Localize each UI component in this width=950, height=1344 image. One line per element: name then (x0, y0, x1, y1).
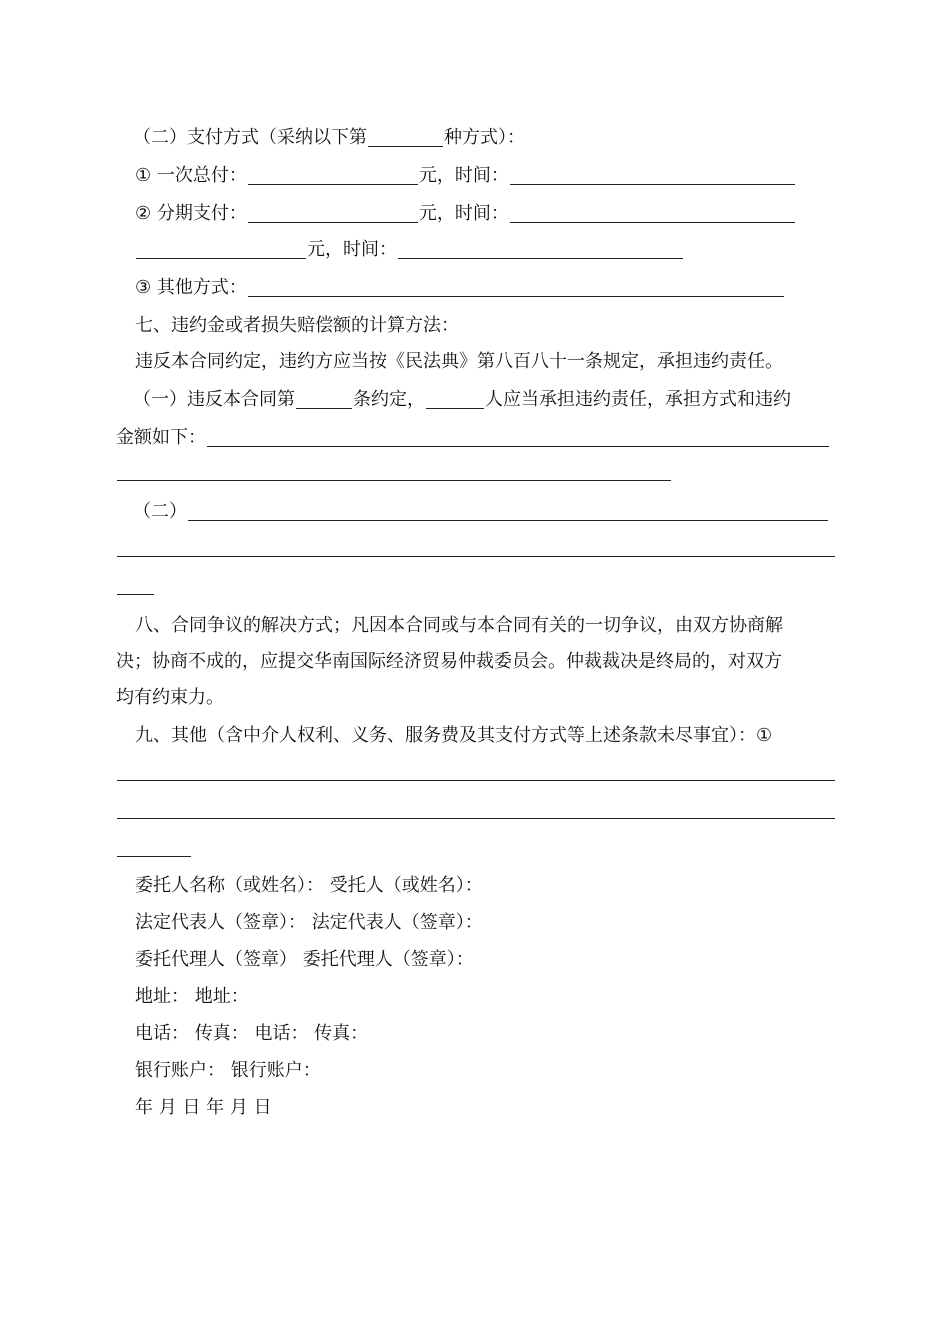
item-1-prefix: （一）违反本合同第 (133, 389, 295, 410)
item-1-liability-text: 人应当承担违约责任，承担方式和违约 (485, 389, 791, 410)
yuan-time-label: 元，时间： (418, 165, 509, 186)
option-1-label: ① 一次总付： (135, 165, 247, 186)
blank-item-2b[interactable] (117, 538, 835, 557)
section-9-text-1: 九、其他（含中介人权利、义务、服务费及其支付方式等上述条款未尽事宜）：① (135, 725, 773, 746)
blank-amount-2[interactable] (248, 204, 418, 223)
payment-option-2-continued (135, 238, 836, 262)
blank-amount-details-2[interactable] (117, 462, 671, 481)
blank-party[interactable] (426, 390, 484, 409)
section-8-line-3 (116, 686, 836, 710)
section-9-blank-line-3 (116, 838, 836, 860)
section-9-blank-line-2 (116, 800, 836, 822)
agents-text: 委托代理人（签章） 委托代理人（签章）： (135, 949, 474, 970)
blank-other-2[interactable] (117, 800, 835, 819)
section-7-item-2-continued (116, 538, 836, 560)
payment-heading-suffix: 种方式）： (444, 127, 525, 148)
item-1-amount-label: 金额如下： (116, 427, 206, 448)
section-8-text-3: 均有约束力。 (116, 687, 224, 708)
signature-agents (135, 948, 836, 972)
option-2-label: ② 分期支付： (135, 203, 247, 224)
signature-addresses (135, 985, 836, 1009)
section-8-line-1 (135, 614, 836, 638)
section-7-item-2-end (116, 576, 836, 598)
section-8-text-2: 决；协商不成的，应提交华南国际经济贸易仲裁委员会。仲裁裁决是终局的，对双方 (116, 651, 782, 672)
section-7-item-1-continued (116, 462, 836, 484)
option-3-label: ③ 其他方式： (135, 277, 247, 298)
blank-other-1[interactable] (117, 762, 835, 781)
blank-amount-details[interactable] (207, 428, 829, 447)
blank-time-2[interactable] (510, 204, 795, 223)
dates-text: 年 月 日 年 月 日 (135, 1097, 272, 1118)
yuan-time-label: 元，时间： (307, 239, 397, 260)
section-7-item-1-amount (116, 426, 836, 450)
signature-bank (135, 1059, 836, 1083)
yuan-time-label: 元，时间： (418, 203, 509, 224)
blank-method-number[interactable] (368, 128, 443, 147)
signature-phones (135, 1022, 836, 1046)
blank-amount-2b[interactable] (136, 240, 306, 259)
section-7-intro (135, 350, 836, 374)
payment-option-2 (135, 202, 836, 226)
signature-party-names (135, 874, 836, 898)
bank-text: 银行账户： 银行账户： (135, 1060, 321, 1081)
signature-legal-reps (135, 911, 836, 935)
section-8-text-1: 八、合同争议的解决方式；凡因本合同或与本合同有关的一切争议，由双方协商解 (135, 615, 783, 636)
section-8-line-2 (116, 650, 836, 674)
section-7-intro-text: 违反本合同约定，违约方应当按《民法典》第八百八十一条规定，承担违约责任。 (135, 351, 783, 372)
party-names-text: 委托人名称（或姓名）： 受托人（或姓名）： (135, 875, 483, 896)
phones-text: 电话： 传真： 电话： 传真： (135, 1023, 369, 1044)
blank-other-method[interactable] (248, 278, 784, 297)
section-7-title-text: 七、违约金或者损失赔偿额的计算方法： (135, 315, 459, 336)
payment-heading-prefix: （二）支付方式（采纳以下第 (133, 127, 367, 148)
blank-item-2[interactable] (188, 502, 828, 521)
blank-item-2c[interactable] (117, 576, 154, 595)
blank-amount-1[interactable] (248, 166, 418, 185)
signature-dates (135, 1096, 836, 1120)
payment-option-3 (135, 276, 836, 300)
payment-heading (133, 126, 853, 150)
section-7-item-2 (133, 500, 853, 524)
blank-time-1[interactable] (510, 166, 795, 185)
item-2-prefix: （二） (133, 501, 187, 522)
section-7-item-1 (133, 388, 853, 412)
section-9-blank-line-1 (116, 762, 836, 784)
legal-reps-text: 法定代表人（签章）： 法定代表人（签章）： (135, 912, 483, 933)
item-1-clause-text: 条约定， (353, 389, 425, 410)
payment-option-1 (135, 164, 836, 188)
section-9-line-1 (135, 724, 836, 748)
blank-clause-number[interactable] (296, 390, 352, 409)
section-7-title (135, 314, 836, 338)
addresses-text: 地址： 地址： (135, 986, 249, 1007)
blank-other-3[interactable] (117, 838, 191, 857)
blank-time-2b[interactable] (398, 240, 683, 259)
